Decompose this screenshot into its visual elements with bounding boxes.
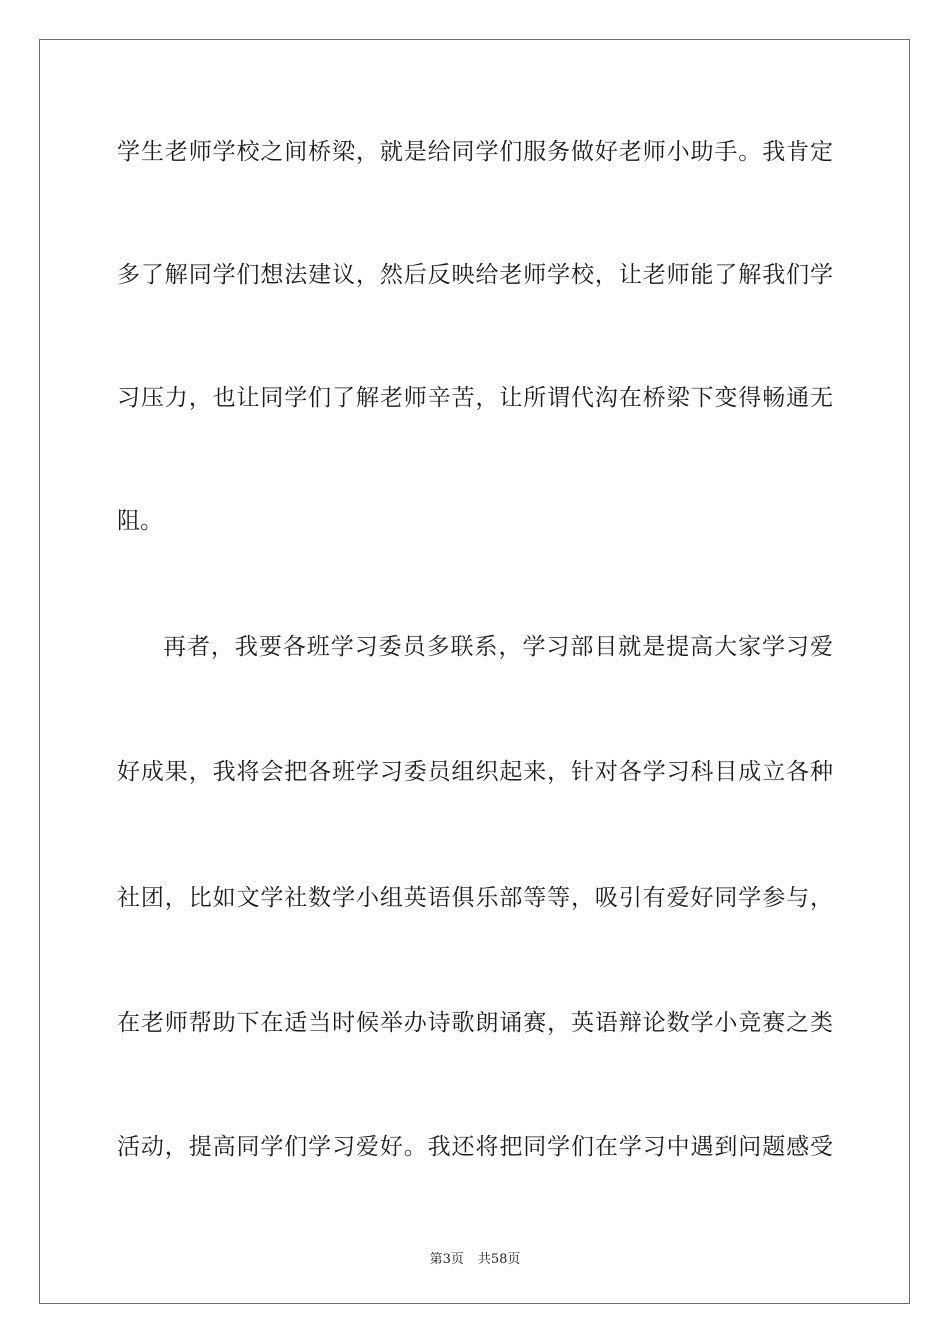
paragraph-2-line-3: 社团，比如文学社数学小组英语俱乐部等等，吸引有爱好同学参与， bbox=[117, 885, 833, 911]
page-footer bbox=[0, 1248, 950, 1267]
paragraph-1-line-1: 学生老师学校之间桥梁，就是给同学们服务做好老师小助手。我肯定 bbox=[117, 139, 833, 165]
paragraph-1-line-2: 多了解同学们想法建议，然后反映给老师学校，让老师能了解我们学 bbox=[117, 262, 833, 288]
paragraph-1-line-3: 习压力，也让同学们了解老师辛苦，让所谓代沟在桥梁下变得畅通无 bbox=[117, 385, 833, 411]
paragraph-1-line-4: 阻。 bbox=[117, 508, 163, 534]
page-number: 第3页 bbox=[429, 1252, 464, 1267]
paragraph-2-line-2: 好成果，我将会把各班学习委员组织起来，针对各学习科目成立各种 bbox=[117, 759, 833, 785]
page-border bbox=[39, 39, 910, 1304]
paragraph-2-line-5: 活动，提高同学们学习爱好。我还将把同学们在学习中遇到问题感受 bbox=[117, 1134, 833, 1160]
paragraph-2-line-1: 再者，我要各班学习委员多联系，学习部目就是提高大家学习爱 bbox=[163, 634, 833, 660]
page-total: 共58页 bbox=[477, 1252, 521, 1267]
paragraph-2-line-4: 在老师帮助下在适当时候举办诗歌朗诵赛，英语辩论数学小竞赛之类 bbox=[117, 1010, 833, 1036]
